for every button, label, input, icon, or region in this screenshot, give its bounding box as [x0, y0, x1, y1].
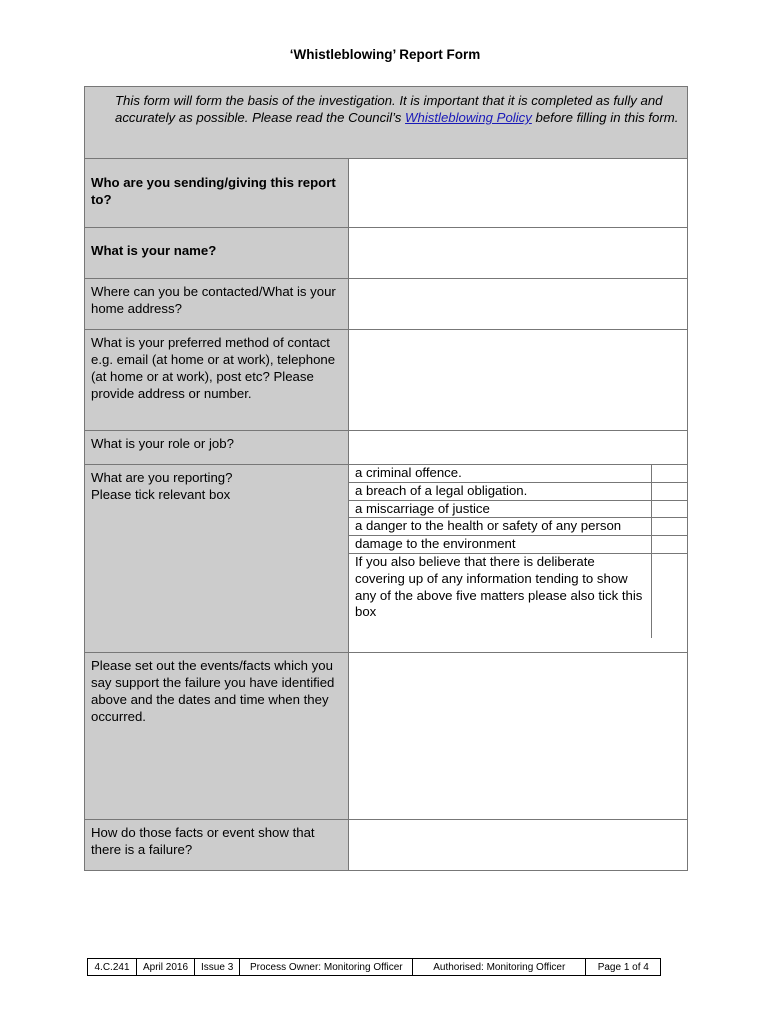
- intro-text-after: before filling in this form.: [531, 110, 679, 125]
- option-row: [349, 482, 687, 500]
- option-environment-checkbox[interactable]: [651, 536, 687, 554]
- question-address-label: Where can you be contacted/What is your home address?: [85, 279, 349, 330]
- answer-recipient-field[interactable]: [349, 159, 688, 228]
- option-row: [349, 536, 687, 554]
- footer-reference: 4.C.241: [88, 959, 137, 976]
- question-failure-label: How do those facts or event show that there is a failure?: [85, 820, 349, 871]
- option-criminal-offence-label: a criminal offence.: [349, 465, 651, 482]
- whistleblowing-policy-link[interactable]: Whistleblowing Policy: [405, 110, 532, 125]
- form-title: ‘Whistleblowing’ Report Form: [289, 47, 481, 62]
- question-recipient-label: Who are you sending/giving this report to?: [85, 159, 349, 228]
- option-legal-obligation-checkbox[interactable]: [651, 482, 687, 500]
- option-criminal-offence-checkbox[interactable]: [651, 465, 687, 482]
- answer-failure-field[interactable]: [349, 820, 688, 871]
- answer-role-field[interactable]: [349, 431, 688, 465]
- option-miscarriage-checkbox[interactable]: [651, 500, 687, 518]
- option-health-safety-checkbox[interactable]: [651, 518, 687, 536]
- option-row: [349, 553, 687, 638]
- question-name-label: What is your name?: [85, 228, 349, 279]
- footer-page-number: Page 1 of 4: [586, 959, 661, 976]
- question-events-label: Please set out the events/facts which you say support the failure you have identified above and the dates and time when they occurred.: [85, 653, 349, 820]
- answer-name-field[interactable]: [349, 228, 688, 279]
- answer-events-field[interactable]: [349, 653, 688, 820]
- question-reporting-subtext: Please tick relevant box: [91, 487, 231, 502]
- question-role-label: What is your role or job?: [85, 431, 349, 465]
- footer-date: April 2016: [137, 959, 195, 976]
- document-footer: [87, 958, 661, 976]
- intro-text-before: This form will form the basis of the investigation. It is important that it is completed as fully and accurately as possible. Please read the Council’s: [115, 93, 663, 125]
- report-form-table: [84, 86, 688, 871]
- option-legal-obligation-label: a breach of a legal obligation.: [349, 482, 651, 500]
- option-row: [349, 465, 687, 482]
- reporting-options: [349, 465, 688, 653]
- option-cover-up-label: If you also believe that there is deliberate covering up of any information tending to show any of the above five matters please also tick this box: [355, 553, 643, 620]
- option-row: [349, 500, 687, 518]
- question-contact-method-label: What is your preferred method of contact e.g. email (at home or at work), telephone (at home or at work), post etc? Please provide address or number.: [85, 330, 349, 431]
- question-reporting-label: [85, 465, 349, 653]
- answer-contact-method-field[interactable]: [349, 330, 688, 431]
- footer-issue: Issue 3: [195, 959, 240, 976]
- option-row: [349, 518, 687, 536]
- option-miscarriage-label: a miscarriage of justice: [349, 500, 651, 518]
- footer-process-owner: Process Owner: Monitoring Officer: [240, 959, 413, 976]
- question-reporting-text: What are you reporting?: [91, 470, 233, 485]
- reporting-options-table: [349, 465, 687, 638]
- intro-text: [85, 87, 688, 159]
- footer-authorised: Authorised: Monitoring Officer: [413, 959, 586, 976]
- option-environment-label: damage to the environment: [349, 536, 651, 554]
- option-health-safety-label: a danger to the health or safety of any person: [349, 518, 651, 536]
- option-cover-up-checkbox[interactable]: [651, 553, 687, 638]
- answer-address-field[interactable]: [349, 279, 688, 330]
